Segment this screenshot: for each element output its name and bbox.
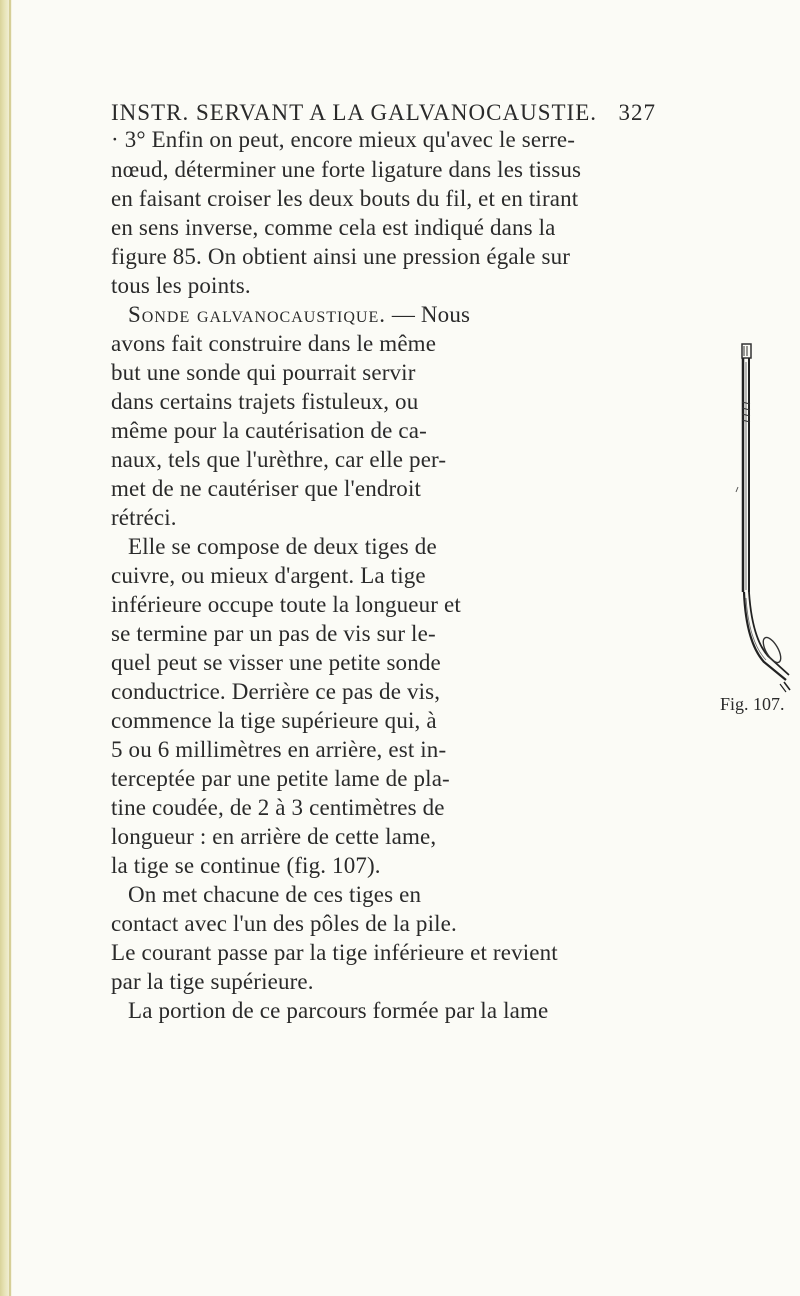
text-line: cuivre, ou mieux d'argent. La tige bbox=[111, 563, 426, 588]
text-line: en sens inverse, comme cela est indiqué dans la bbox=[111, 215, 556, 240]
text-line: Le courant passe par la tige inférieure et revient bbox=[111, 940, 558, 965]
text-line: commence la tige supérieure qui, à bbox=[111, 708, 437, 733]
text-line: nœud, déterminer une forte ligature dans les tissus bbox=[111, 157, 582, 182]
text-line: On met chacune de ces tiges en bbox=[128, 882, 422, 907]
text-line: longueur : en arrière de cette lame, bbox=[111, 824, 437, 849]
spine-edge bbox=[9, 0, 11, 1296]
text-line: but une sonde qui pourrait servir bbox=[111, 360, 416, 385]
text-line: contact avec l'un des pôles de la pile. bbox=[111, 911, 457, 936]
text-line: La portion de ce parcours formée par la lame bbox=[128, 998, 549, 1023]
text-line: la tige se continue (fig. 107). bbox=[111, 853, 381, 878]
text-line: même pour la cautérisation de ca- bbox=[111, 418, 427, 443]
section-first-word: Nous bbox=[420, 302, 471, 327]
running-header bbox=[111, 100, 656, 126]
text-line: met de ne cautériser que l'endroit bbox=[111, 476, 422, 501]
figure-107-illustration bbox=[734, 342, 794, 742]
text-line: avons fait construire dans le même bbox=[111, 331, 437, 356]
text-line: naux, tels que l'urèthre, car elle per- bbox=[111, 447, 447, 472]
text-line: Elle se compose de deux tiges de bbox=[128, 534, 437, 559]
text-line: rétréci. bbox=[111, 505, 177, 530]
text-line: par la tige supérieure. bbox=[111, 969, 314, 994]
text-line: tous les points. bbox=[111, 273, 251, 298]
text-line: tine coudée, de 2 à 3 centimètres de bbox=[111, 795, 445, 820]
page-number: 327 bbox=[618, 100, 656, 125]
section-heading bbox=[128, 301, 470, 329]
text-line: se termine par un pas de vis sur le- bbox=[111, 621, 436, 646]
section-dash: — bbox=[385, 302, 421, 327]
text-line: · 3° Enfin on peut, encore mieux qu'avec le serre- bbox=[111, 127, 576, 152]
figure-caption: Fig. 107. bbox=[720, 694, 785, 714]
text-line: 5 ou 6 millimètres en arrière, est in- bbox=[111, 737, 447, 762]
running-title: INSTR. SERVANT A LA GALVANOCAUSTIE. bbox=[111, 100, 597, 125]
text-line: quel peut se visser une petite sonde bbox=[111, 650, 441, 675]
text-line: figure 85. On obtient ainsi une pression égale sur bbox=[111, 244, 571, 269]
text-line: inférieure occupe toute la longueur et bbox=[111, 592, 461, 617]
text-line: dans certains trajets fistuleux, ou bbox=[111, 389, 419, 414]
text-line: en faisant croiser les deux bouts du fil, et en tirant bbox=[111, 186, 579, 211]
text-line: terceptée par une petite lame de pla- bbox=[111, 766, 450, 791]
section-title: Sonde galvanocaustique. bbox=[128, 302, 386, 327]
text-line: conductrice. Derrière ce pas de vis, bbox=[111, 679, 441, 704]
